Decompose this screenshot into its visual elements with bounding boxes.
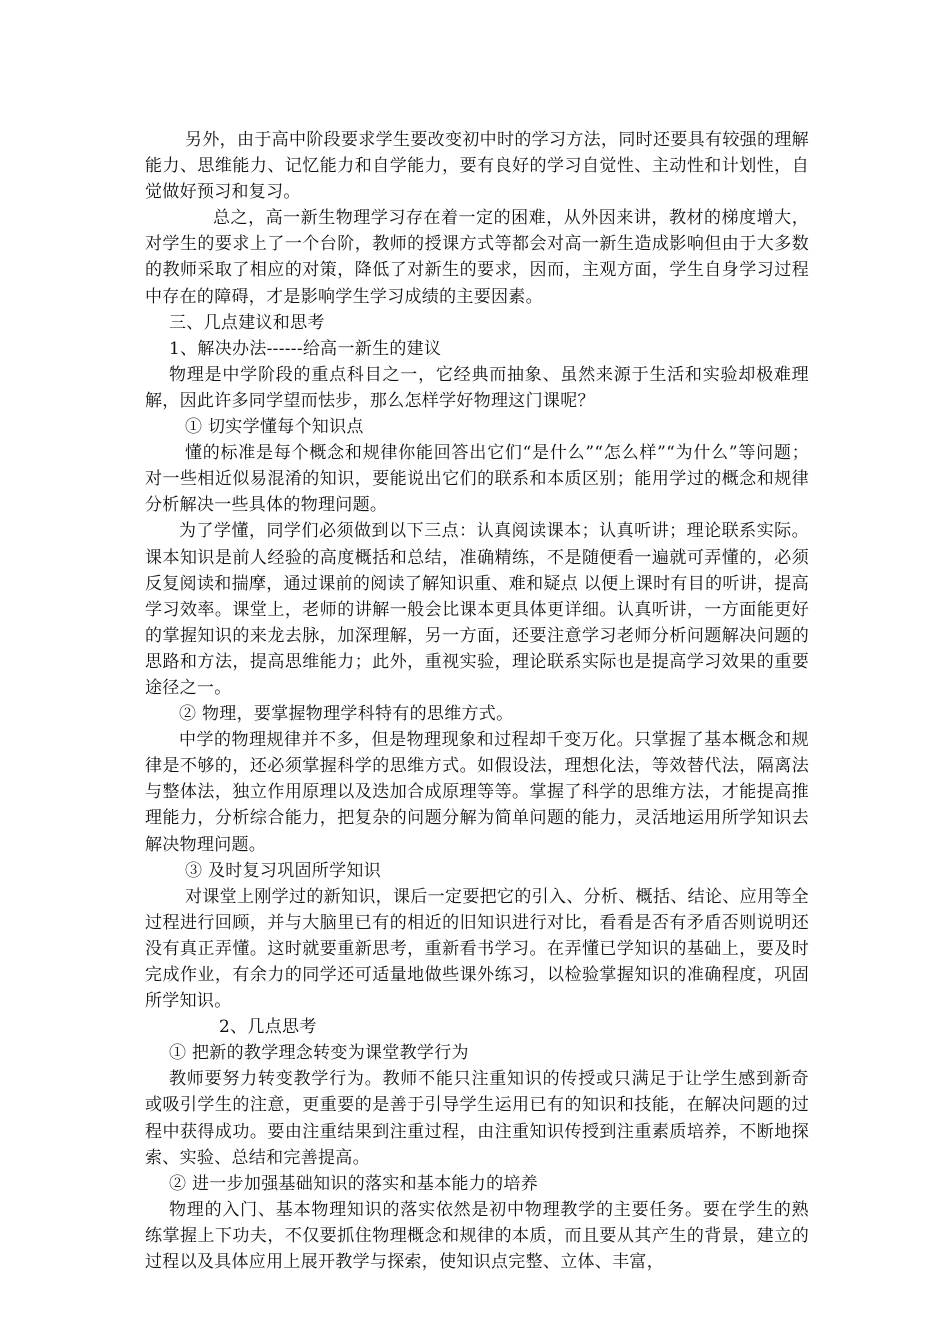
subsection-heading-solutions: 1、解决办法------给高一新生的建议	[169, 338, 442, 359]
point-heading-1: ① 切实学懂每个知识点	[185, 417, 364, 438]
paragraph-foundation-knowledge: 物理的入门、基本物理知识的落实依然是初中物理教学的主要任务。要在学生的熟练掌握上下功夫，不仅要抓住物理概念和规律的本质，而且要从其产生的背景，建立的过程以及具体应用上展开教学与探索，使知识点完整、立体、丰富，	[145, 1199, 809, 1273]
paragraph-summary: 总之，高一新生物理学习存在着一定的困难，从外因来讲，教材的梯度增大，对学生的要求上了一个台阶，教师的授课方式等都会对高一新生造成影响但由于大多数的教师采取了相应的对策，降低了对新生的要求，因而，主观方面，学生自身学习过程中存在的障碍，才是影响学生学习成绩的主要因素。	[145, 208, 809, 307]
document-body	[145, 127, 809, 1275]
reflection-heading-1: ① 把新的教学理念转变为课堂教学行为	[169, 1043, 469, 1064]
reflection-heading-2: ② 进一步加强基础知识的落实和基本能力的培养	[169, 1173, 539, 1194]
paragraph-three-points: 为了学懂，同学们必须做到以下三点：认真阅读课本；认真听讲；理论联系实际。课本知识是前人经验的高度概括和总结，准确精练，不是随便看一遍就可弄懂的，必须反复阅读和揣摩，通过课前的阅读了解知识重、难和疑点 以便上课时有目的听讲，提高学习效率。课堂上，老师的讲解一般会比课本更具体更详细。认真听讲，一方面能更好的掌握知识的来龙去脉，加深理解，另一方面，还要注意学习老师分析问题解决问题的思路和方法，提高思维能力；此外，重视实验，理论联系实际也是提高学习效果的重要途径之一。	[145, 521, 809, 698]
point-heading-2: ② 物理，要掌握物理学科特有的思维方式。	[179, 704, 514, 725]
paragraph-thinking-methods: 中学的物理规律并不多，但是物理现象和过程却千变万化。只掌握了基本概念和规律是不够的，还必须掌握科学的思维方式。如假设法，理想化法，等效替代法，隔离法与整体法，独立作用原理以及迭加合成原理等等。掌握了科学的思维方法，才能提高推理能力，分析综合能力，把复杂的问题分解为简单问题的能力，灵活地运用所学知识去解决物理问题。	[145, 730, 809, 855]
subsection-heading-reflections: 2、几点思考	[219, 1017, 317, 1038]
paragraph-physics-intro: 物理是中学阶段的重点科目之一，它经典而抽象、虽然来源于生活和实验却极难理解，因此许多同学望而怯步，那么怎样学好物理这门课呢？	[145, 364, 809, 411]
paragraph-teaching-behavior: 教师要努力转变教学行为。教师不能只注重知识的传授或只满足于让学生感到新奇或吸引学生的注意，更重要的是善于引导学生运用已有的知识和技能，在解决问题的过程中获得成功。要由注重结果到注重过程，由注重知识传授到注重素质培养，不断地探索、实验、总结和完善提高。	[145, 1069, 809, 1168]
paragraph-study-methods: 另外，由于高中阶段要求学生要改变初中时的学习方法，同时还要具有较强的理解能力、思维能力、记忆能力和自学能力，要有良好的学习自觉性、主动性和计划性，自觉做好预习和复习。	[145, 130, 809, 203]
section-heading-suggestions: 三、几点建议和思考	[169, 312, 325, 333]
paragraph-review: 对课堂上刚学过的新知识，课后一定要把它的引入、分析、概括、结论、应用等全过程进行回顾，并与大脑里已有的相近的旧知识进行对比，看看是否有矛盾否则说明还没有真正弄懂。这时就要重新思考，重新看书学习。在弄懂已学知识的基础上，要及时完成作业，有余力的同学还可适量地做些课外练习，以检验掌握知识的准确程度，巩固所学知识。	[145, 886, 809, 1012]
paragraph-understanding-standard: 懂的标准是每个概念和规律你能回答出它们“是什么”“怎么样”“为什么”等问题；对一些相近似易混淆的知识，要能说出它们的联系和本质区别；能用学过的概念和规律分析解决一些具体的物理问题。	[145, 443, 809, 516]
point-heading-3: ③ 及时复习巩固所学知识	[185, 860, 382, 881]
